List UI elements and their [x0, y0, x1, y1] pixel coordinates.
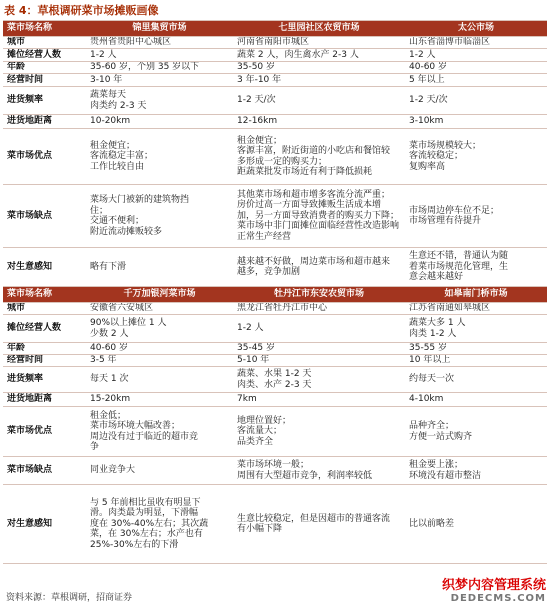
cell-line: 约每天一次	[409, 374, 455, 385]
cell-line: 菜市场环境大幅改善；	[90, 421, 181, 431]
row-label-cell	[3, 367, 86, 393]
cell-line: 多形成一定的购买力；	[237, 156, 328, 167]
cell-line: 肉类、水产 2-3 天	[237, 379, 312, 390]
data-cell	[405, 407, 547, 457]
cell-line: 滑。肉类最为明显，下滑幅	[90, 508, 199, 519]
cell-line: 1-2 人	[237, 323, 264, 334]
data-cell	[405, 248, 547, 287]
cell-line: 每天 1 次	[90, 374, 129, 385]
cell-line: 菜市场缺点	[7, 210, 53, 221]
data-cell	[405, 115, 547, 129]
cell-line: 15-20km	[90, 394, 131, 405]
row-label-cell	[3, 74, 86, 87]
data-cell	[233, 457, 405, 485]
table-row	[3, 355, 547, 367]
cell-line: 12-16km	[237, 116, 278, 127]
header-label-cell: 菜市场名称	[3, 21, 86, 37]
cell-line: 蔬菜 2 人，肉生禽水产 2-3 人	[237, 49, 359, 60]
row-label-cell	[3, 49, 86, 62]
table-row	[3, 129, 547, 185]
cell-line: 周边没有过于临近的超市竞	[90, 431, 199, 442]
header-label-cell: 菜市场名称	[3, 287, 86, 303]
cell-line: 对生意感知	[7, 518, 53, 529]
cell-line: 越多，竞争加剧	[237, 267, 301, 277]
cell-line: 安徽省六安城区	[90, 303, 154, 314]
table-row	[3, 37, 547, 49]
cell-line: 肉类约 2-3 天	[90, 100, 147, 111]
data-cell	[405, 393, 547, 407]
row-label-cell	[3, 87, 86, 115]
data-cell	[405, 49, 547, 62]
cell-line: 经营时间	[7, 74, 44, 85]
cell-line: 山东省淄博市临淄区	[409, 37, 491, 48]
data-cell	[405, 129, 547, 185]
cell-line: 同业竞争大	[90, 465, 136, 476]
table-row	[3, 87, 547, 115]
cell-line: 客流量大；	[237, 426, 283, 437]
data-cell	[405, 37, 547, 49]
cell-line: 经营时间	[7, 355, 44, 366]
cell-line: 交通不便利；	[90, 216, 145, 226]
cell-line: 1-2 天/次	[409, 95, 448, 106]
data-cell	[86, 485, 233, 564]
data-cell	[86, 185, 233, 248]
watermark-line-2: DEDECMS.COM	[450, 593, 546, 604]
data-cell	[405, 367, 547, 393]
row-label-cell	[3, 393, 86, 407]
cell-line: 少数 2 人	[90, 328, 129, 339]
data-cell	[233, 315, 405, 343]
table-row	[3, 343, 547, 355]
cell-line: 意会越来越好	[409, 272, 464, 283]
data-cell	[233, 407, 405, 457]
cell-line: 客流较稳定；	[409, 151, 464, 162]
data-cell	[233, 303, 405, 315]
cell-line: 市场管理有待提升	[409, 216, 482, 226]
cell-line: 进货频率	[7, 374, 44, 385]
row-label-cell	[3, 355, 86, 367]
data-cell	[86, 129, 233, 185]
section-1-body	[3, 21, 547, 37]
data-cell	[86, 49, 233, 62]
cell-line: 进货地距离	[7, 116, 53, 127]
data-cell	[405, 315, 547, 343]
cell-line: 与 5 年前相比虽收有明显下	[90, 497, 201, 508]
cell-line: 10-20km	[90, 116, 131, 127]
cell-line: 3-10 年	[90, 74, 123, 85]
data-cell	[233, 115, 405, 129]
data-cell	[233, 87, 405, 115]
cell-line: 租金便宜；	[237, 135, 283, 146]
data-cell	[233, 485, 405, 564]
data-cell	[233, 49, 405, 62]
data-cell	[86, 457, 233, 485]
section-2-body	[3, 287, 547, 303]
data-cell	[233, 393, 405, 407]
row-label-cell	[3, 37, 86, 49]
cell-line: 年龄	[7, 343, 26, 354]
data-cell	[86, 37, 233, 49]
cell-line: 蔬菜大多 1 人	[409, 318, 466, 328]
market-name-header: 七里园社区农贸市场	[233, 21, 405, 37]
data-cell	[86, 367, 233, 393]
data-cell	[405, 87, 547, 115]
cell-line: 1-2 天/次	[237, 95, 276, 106]
cell-line: 江苏省南通如皋城区	[409, 303, 491, 314]
cell-line: 菜场大门被新的建筑物挡	[90, 195, 190, 205]
cell-line: 5 年以上	[409, 74, 445, 85]
cell-line: 比以前略差	[409, 518, 455, 529]
cell-line: 摊位经营人数	[7, 323, 62, 334]
data-cell	[405, 355, 547, 367]
cell-line: 客流稳定丰富；	[90, 151, 154, 162]
cell-line: 加，另一方面导致消费者的购买力下降；	[237, 210, 400, 221]
cell-line: 客源丰富，附近街道的小吃店和餐馆较	[237, 146, 391, 156]
cell-line: 市场周边停车位不足；	[409, 205, 500, 216]
data-cell	[233, 367, 405, 393]
cell-line: 略有下滑	[90, 261, 127, 272]
cell-line: 有小幅下降	[237, 524, 283, 534]
table-row	[3, 62, 547, 74]
data-cell	[405, 185, 547, 248]
cell-line: 周围有大型超市竞争，利润率较低	[237, 470, 373, 481]
market-name-header: 太公市场	[405, 21, 547, 37]
table-title: 表 4：草根调研菜市场摊贩画像	[4, 4, 159, 17]
data-cell	[405, 343, 547, 355]
data-cell	[233, 343, 405, 355]
data-cell	[86, 74, 233, 87]
data-cell	[405, 485, 547, 564]
cell-line: 年龄	[7, 62, 26, 73]
cell-line: 3-10km	[409, 116, 444, 127]
table-row	[3, 393, 547, 407]
data-cell	[233, 129, 405, 185]
data-cell	[86, 393, 233, 407]
cell-line: 菜市场规模较大；	[409, 140, 482, 151]
table-row	[3, 407, 547, 457]
data-cell	[86, 248, 233, 287]
data-cell	[86, 343, 233, 355]
section-header-row	[3, 21, 547, 37]
cell-line: 菜市场优点	[7, 151, 53, 162]
data-cell	[405, 303, 547, 315]
row-label-cell	[3, 115, 86, 129]
cell-line: 7km	[237, 394, 257, 405]
cell-line: 摊位经营人数	[7, 49, 62, 60]
row-label-cell	[3, 185, 86, 248]
cell-line: 租金要上涨；	[409, 460, 464, 470]
cell-line: 3-5 年	[90, 355, 117, 366]
cell-line: 房价过高一方面导致摊贩生活成本增	[237, 200, 382, 211]
cell-line: 菜市场中非门面摊位面临经营性改造影响	[237, 221, 400, 232]
cell-line: 10 年以上	[409, 355, 451, 366]
market-name-header: 如皋南门桥市场	[405, 287, 547, 303]
watermark	[442, 579, 546, 605]
data-cell	[86, 62, 233, 74]
cell-line: 黑龙江省牡丹江市中心	[237, 303, 328, 314]
data-cell	[233, 185, 405, 248]
cell-line: 40-60 岁	[90, 343, 129, 354]
cell-line: 菜市场环境一般；	[237, 460, 310, 470]
row-label-cell	[3, 248, 86, 287]
cell-line: 3 年-10 年	[237, 74, 282, 85]
cell-line: 地理位置好；	[237, 415, 292, 426]
cell-line: 租金低；	[90, 410, 127, 421]
cell-line: 蔬菜、水果 1-2 天	[237, 369, 312, 379]
row-label-cell	[3, 457, 86, 485]
cell-line: 生意比较稳定，但是因超市的普通客流	[237, 513, 391, 524]
cell-line: 35-50 岁	[237, 62, 276, 73]
cell-line: 菜市场缺点	[7, 465, 53, 476]
cell-line: 租金便宜；	[90, 140, 136, 151]
table-row	[3, 457, 547, 485]
data-cell	[233, 248, 405, 287]
cell-line: 进货频率	[7, 95, 44, 106]
cell-line: 90%以上摊位 1 人	[90, 318, 167, 328]
cell-line: 品类齐全	[237, 436, 274, 447]
cell-line: 生意还不错，普通认为随	[409, 251, 509, 262]
cell-line: 肉类 1-2 人	[409, 328, 457, 339]
cell-line: 着菜市场规范化管理，生	[409, 261, 509, 272]
cell-line: 菜市场优点	[7, 426, 53, 437]
table-row	[3, 315, 547, 343]
cell-line: 25%-30%左右的下滑	[90, 539, 179, 550]
section-header-row	[3, 287, 547, 303]
cell-line: 其他菜市场和超市增多客流分流严重；	[237, 189, 391, 200]
cell-line: 城市	[7, 303, 26, 314]
row-label-cell	[3, 485, 86, 564]
table-row	[3, 49, 547, 62]
cell-line: 35-60 岁，个别 35 岁以下	[90, 62, 200, 73]
data-cell	[86, 87, 233, 115]
data-cell	[86, 303, 233, 315]
cell-line: 城市	[7, 37, 26, 48]
data-cell	[233, 355, 405, 367]
data-cell	[233, 37, 405, 49]
cell-line: 5-10 年	[237, 355, 270, 366]
row-label-cell	[3, 303, 86, 315]
data-cell	[233, 62, 405, 74]
data-cell	[86, 407, 233, 457]
table-row	[3, 74, 547, 87]
data-cell	[86, 315, 233, 343]
cell-line: 距蔬菜批发市场近有利于降低损耗	[237, 167, 373, 177]
cell-line: 4-10km	[409, 394, 444, 405]
data-cell	[86, 115, 233, 129]
row-label-cell	[3, 62, 86, 74]
cell-line: 复购率高	[409, 161, 446, 172]
watermark-line-1: 织梦内容管理系统	[441, 578, 546, 593]
cell-line: 贵州省贵阳中心城区	[90, 37, 172, 48]
row-label-cell	[3, 407, 86, 457]
table-row	[3, 485, 547, 564]
market-table	[3, 20, 547, 564]
row-label-cell	[3, 129, 86, 185]
cell-line: 正常生产经营	[237, 231, 292, 242]
data-cell	[405, 62, 547, 74]
market-name-header: 千万加银河菜市场	[86, 287, 233, 303]
table-row	[3, 303, 547, 315]
cell-line: 河南省南阳市城区	[237, 37, 310, 48]
data-cell	[405, 457, 547, 485]
row-label-cell	[3, 315, 86, 343]
cell-line: 争	[90, 442, 100, 452]
cell-line: 工作比较自由	[90, 161, 145, 172]
cell-line: 品种齐全；	[409, 421, 455, 431]
cell-line: 进货地距离	[7, 394, 53, 405]
section-1-rows	[3, 37, 547, 287]
row-label-cell	[3, 343, 86, 355]
cell-line: 菜，在 30%左右；水产也有	[90, 529, 203, 540]
table-row	[3, 248, 547, 287]
cell-line: 35-55 岁	[409, 343, 448, 354]
table-row	[3, 367, 547, 393]
cell-line: 40-60 岁	[409, 62, 448, 73]
section-2-rows	[3, 303, 547, 564]
cell-line: 1-2 人	[90, 49, 117, 60]
source-note: 资料来源：草根调研，招商证券	[6, 593, 133, 603]
data-cell	[86, 355, 233, 367]
data-cell	[233, 74, 405, 87]
table-row	[3, 115, 547, 129]
cell-line: 对生意感知	[7, 261, 53, 272]
market-name-header: 牡丹江市东安农贸市场	[233, 287, 405, 303]
cell-line: 度在 30%-40%左右；其次蔬	[90, 518, 209, 529]
cell-line: 方便一站式购齐	[409, 431, 473, 442]
cell-line: 环境没有超市整洁	[409, 470, 482, 481]
data-cell	[405, 74, 547, 87]
table-row	[3, 185, 547, 248]
cell-line: 附近流动摊贩较多	[90, 226, 163, 237]
cell-line: 蔬菜每天	[90, 90, 127, 100]
cell-line: 越来越不好做，周边菜市场和超市越来	[237, 256, 391, 267]
market-name-header: 锦里集贸市场	[86, 21, 233, 37]
cell-line: 35-45 岁	[237, 343, 276, 354]
cell-line: 住；	[90, 205, 109, 216]
cell-line: 1-2 人	[409, 49, 436, 60]
